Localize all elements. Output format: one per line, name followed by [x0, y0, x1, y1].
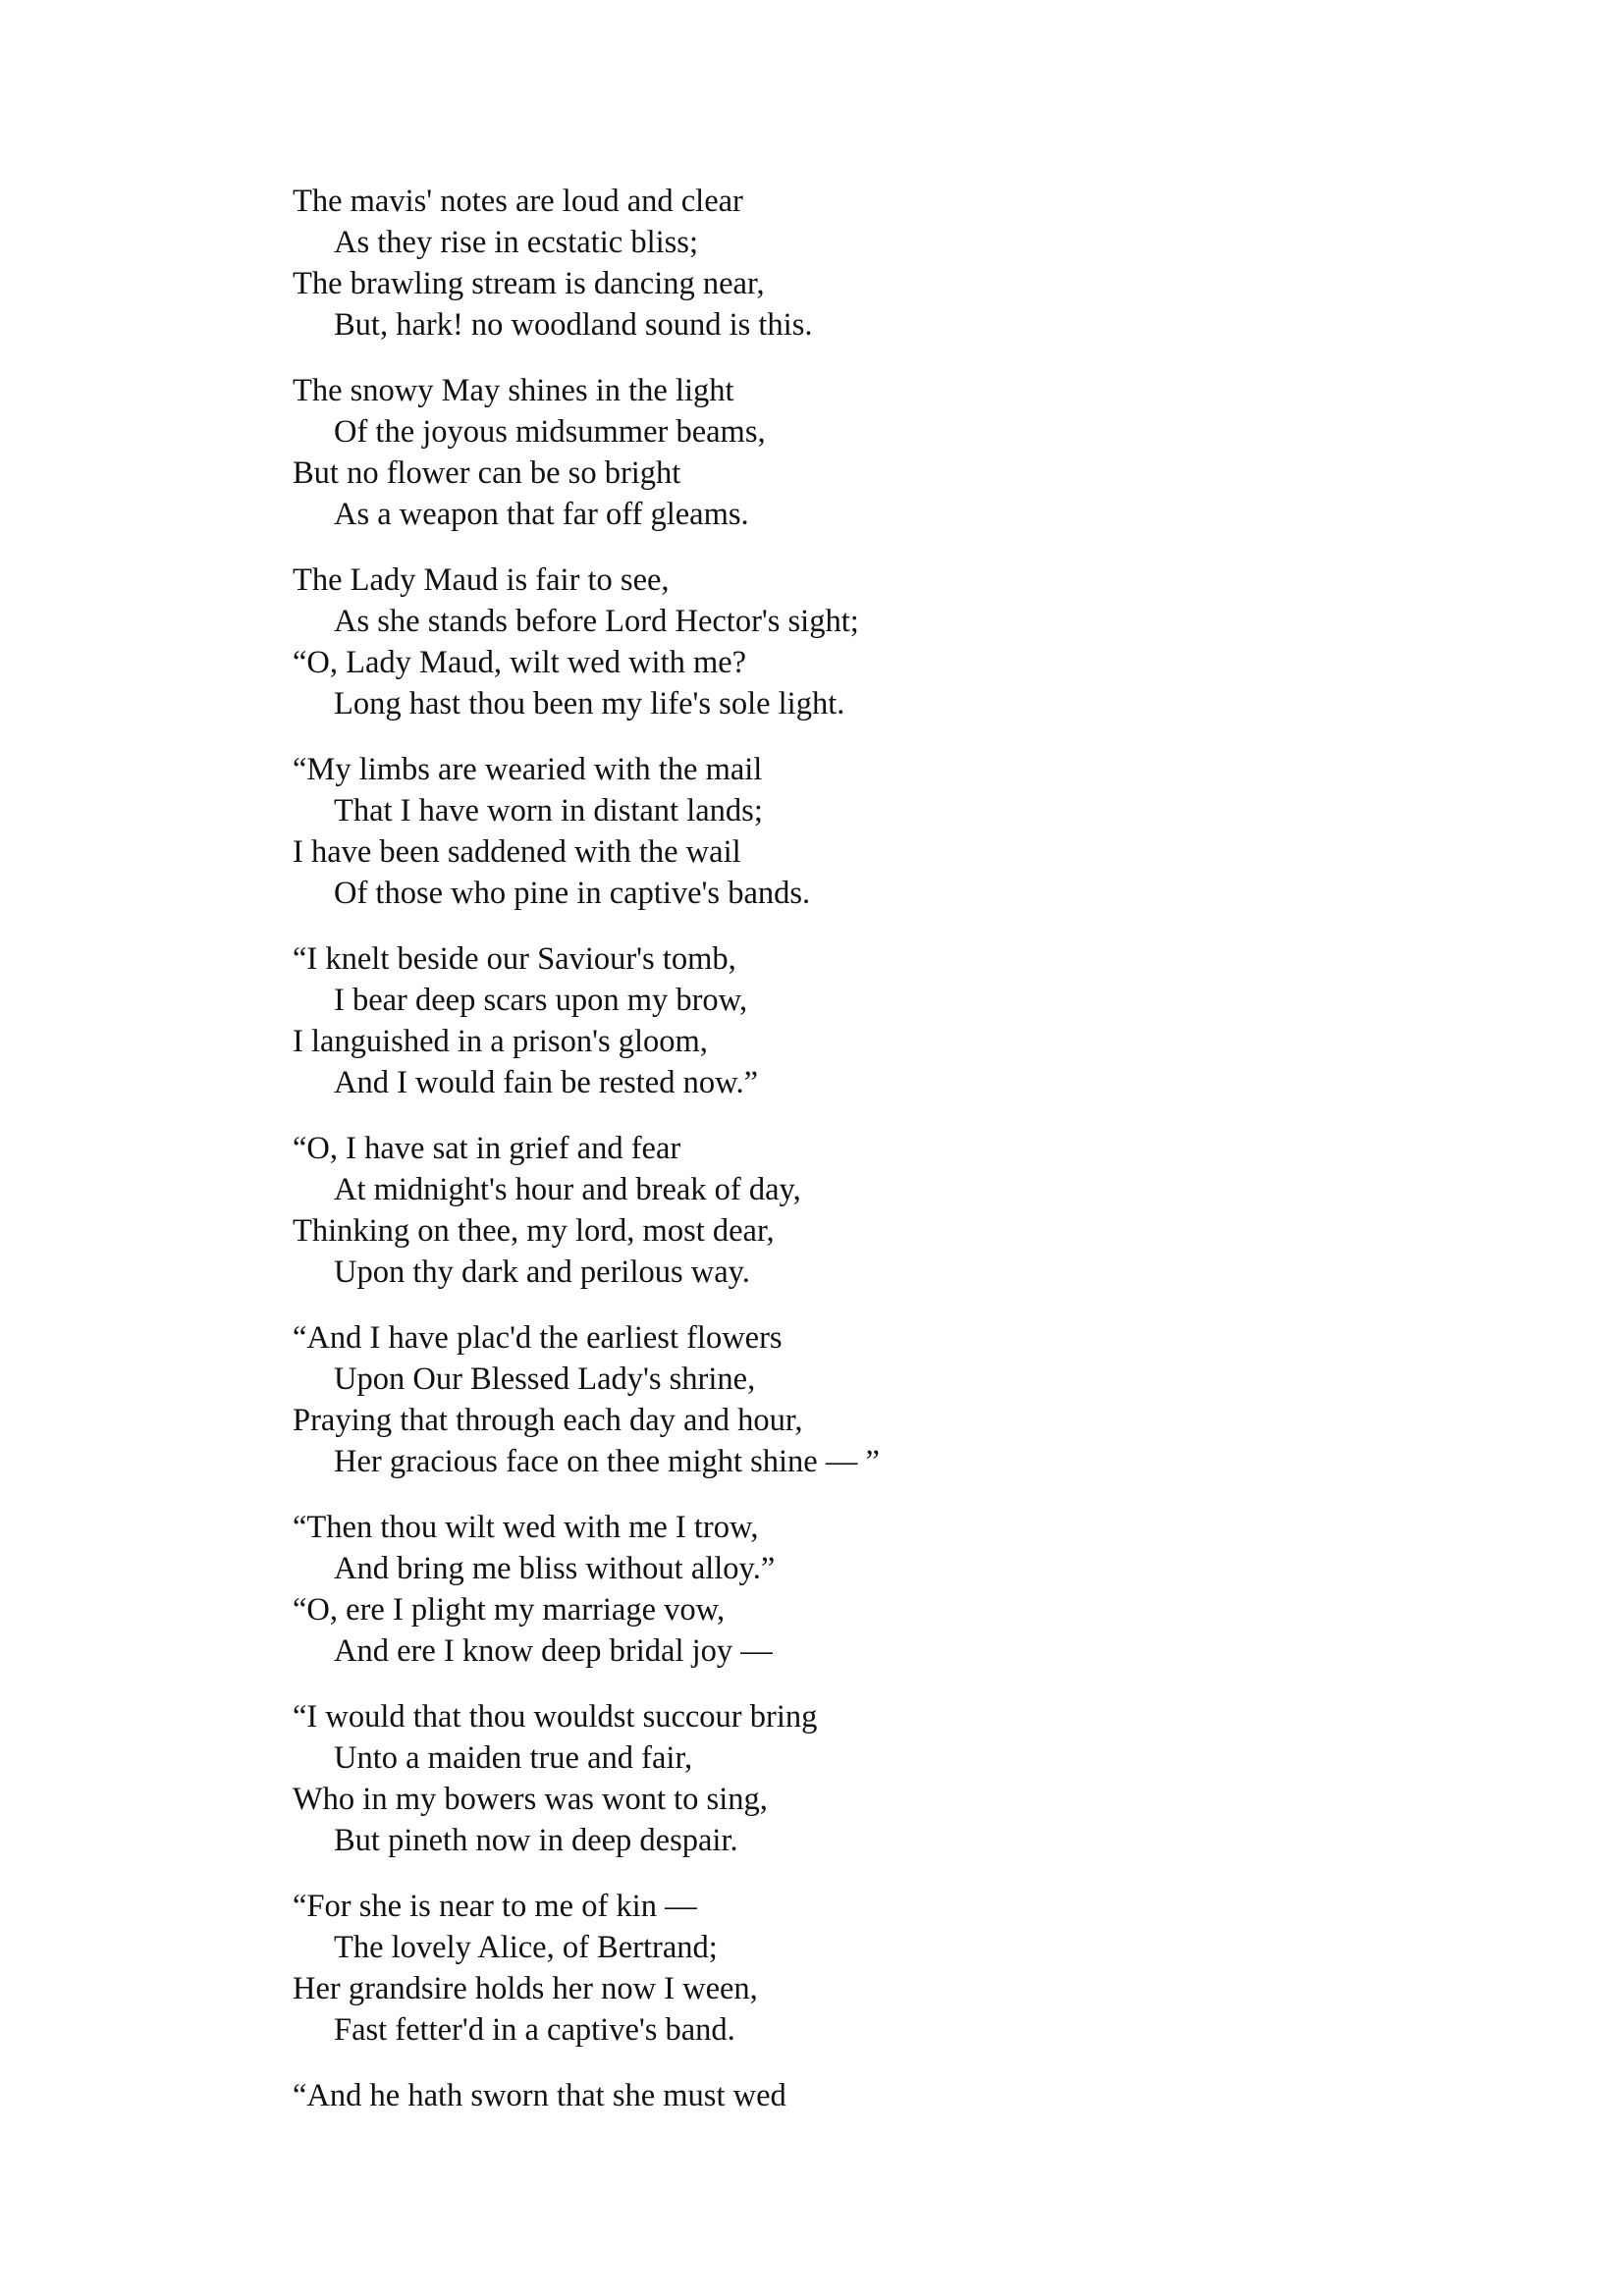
poem-line: “I would that thou wouldst succour bring — [293, 1699, 818, 1735]
poem-line: And ere I know deep bridal joy — — [334, 1633, 773, 1669]
poem-line: Who in my bowers was wont to sing, — [293, 1782, 768, 1817]
poem-line: Praying that through each day and hour, — [293, 1403, 803, 1438]
stanza — [293, 1507, 1471, 1672]
poem-line: “I knelt beside our Saviour's tomb, — [293, 941, 736, 977]
poem-line: “Then thou wilt wed with me I trow, — [293, 1510, 759, 1545]
poem-line: “O, I have sat in grief and fear — [293, 1131, 681, 1166]
stanza — [293, 1886, 1471, 2051]
stanza — [293, 749, 1471, 914]
stanza — [293, 2075, 1471, 2116]
poem-line: Her grandsire holds her now I ween, — [293, 1971, 758, 2006]
poem-line: The Lady Maud is fair to see, — [293, 562, 670, 598]
poem-line: And bring me bliss without alloy.” — [334, 1551, 776, 1586]
stanza — [293, 1317, 1471, 1482]
poem-line: But pineth now in deep despair. — [334, 1823, 738, 1858]
poem-line: “O, Lady Maud, wilt wed with me? — [293, 645, 747, 680]
poem-line: The mavis' notes are loud and clear — [293, 184, 743, 219]
poem-line: “O, ere I plight my marriage vow, — [293, 1592, 726, 1628]
poem-line: Upon Our Blessed Lady's shrine, — [334, 1362, 756, 1397]
poem-line: But no flower can be so bright — [293, 455, 681, 491]
poem-line: The brawling stream is dancing near, — [293, 266, 765, 301]
poem-line: Her gracious face on thee might shine — ” — [334, 1444, 880, 1479]
poem-line: At midnight's hour and break of day, — [334, 1172, 801, 1207]
poem-line: Upon thy dark and perilous way. — [334, 1255, 750, 1290]
stanza — [293, 181, 1471, 346]
poem-line: And I would fain be rested now.” — [334, 1065, 759, 1100]
poem-line: I have been saddened with the wail — [293, 834, 741, 870]
poem-line: “And I have plac'd the earliest flowers — [293, 1320, 783, 1356]
poem-line: “For she is near to me of kin — — [293, 1889, 697, 1924]
poem-body — [293, 181, 1471, 2141]
poem-line: Fast fetter'd in a captive's band. — [334, 2012, 735, 2048]
poem-line: As she stands before Lord Hector's sight; — [334, 604, 859, 639]
poem-line: As they rise in ecstatic bliss; — [334, 225, 698, 260]
poem-line: I bear deep scars upon my brow, — [334, 983, 748, 1018]
poem-line: Of the joyous midsummer beams, — [334, 414, 766, 450]
stanza — [293, 560, 1471, 724]
poem-line: Unto a maiden true and fair, — [334, 1740, 693, 1776]
poem-line: That I have worn in distant lands; — [334, 793, 763, 828]
poem-line: But, hark! no woodland sound is this. — [334, 307, 813, 343]
poem-line: Long hast thou been my life's sole light. — [334, 686, 845, 721]
poem-line: “My limbs are wearied with the mail — [293, 752, 763, 787]
poem-line: Of those who pine in captive's bands. — [334, 876, 811, 911]
stanza — [293, 370, 1471, 535]
stanza — [293, 1128, 1471, 1293]
poem-line: As a weapon that far off gleams. — [334, 497, 749, 532]
poem-line: The snowy May shines in the light — [293, 373, 734, 408]
stanza — [293, 938, 1471, 1103]
poem-line: Thinking on thee, my lord, most dear, — [293, 1213, 775, 1249]
poem-line: The lovely Alice, of Bertrand; — [334, 1930, 718, 1965]
poem-line: “And he hath sworn that she must wed — [293, 2078, 786, 2113]
stanza — [293, 1696, 1471, 1861]
poem-line: I languished in a prison's gloom, — [293, 1024, 708, 1059]
